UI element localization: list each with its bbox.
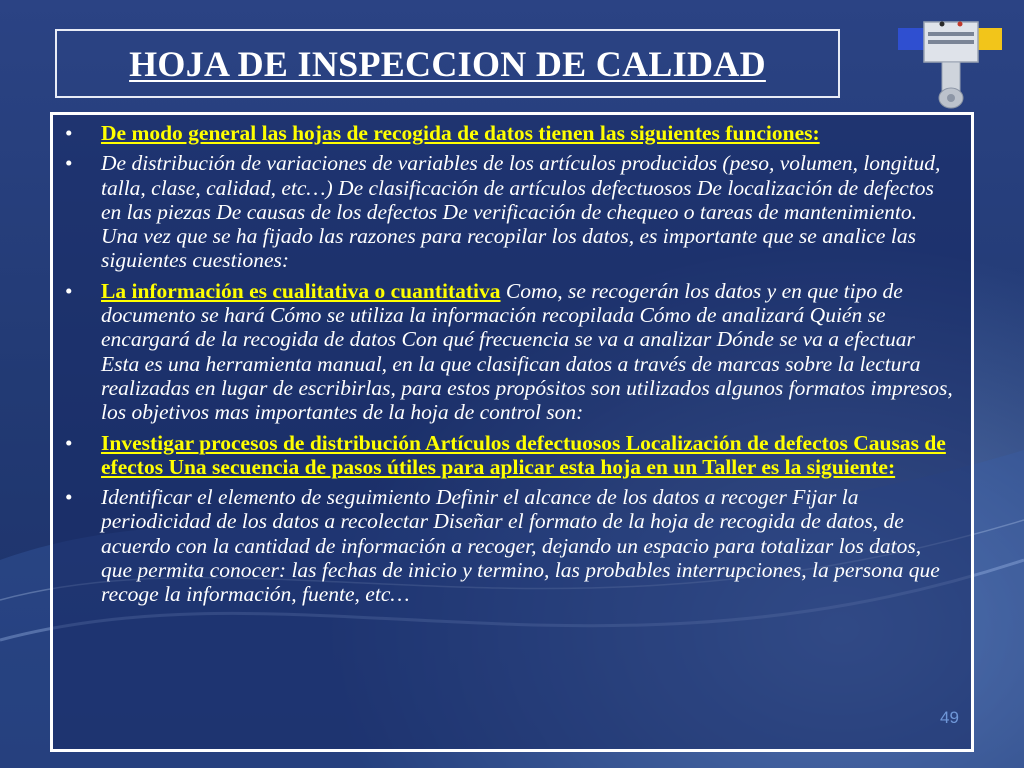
- title-box: [55, 29, 840, 98]
- page-number: 49: [940, 708, 959, 727]
- bullet-icon: •: [65, 485, 73, 510]
- item-body-text: De distribución de variaciones de variables de los artículos producidos (peso, volumen, longitud, talla, clase, calidad, etc…) De clasificación de artículos defectuosos De localización de defectos en las piezas De causas de los defectos De verificación de chequeo o tareas de mantenimiento. Una vez que se ha fijado las razones para recopilar los datos, es importante que se analice las siguientes cuestiones:: [101, 151, 941, 273]
- item-body-text: Como, se recogerán los datos y en que tipo de documento se hará Cómo se utiliza la información recopilada Cómo de analizará Quién se encargará de la recogida de datos Con qué frecuencia se va a analizar Dónde se va a efectuar Esta es una herramienta manual, en la que clasifican datos a través de marcas sobre la lectura realizadas en lugar de escribirlas, para estos propósitos son utilizados algunos formatos impresos, los objetivos mas importantes de la hoja de control son:: [101, 278, 953, 425]
- list-item: [53, 121, 971, 145]
- bullet-icon: •: [65, 151, 73, 176]
- item-body-text: Identificar el elemento de seguimiento Definir el alcance de los datos a recoger Fijar la periodicidad de los datos a recolectar Diseñar el formato de la hoja de recogida de datos, de acuerdo con la cantidad de información a recoger, dejando un espacio para totalizar los datos, que permita conocer: las fechas de inicio y termino, las probables interrupciones, la persona que recoge la información, fuente, etc…: [101, 485, 940, 607]
- content-box: [50, 112, 974, 752]
- bullet-list: [53, 121, 971, 613]
- item-lead-text: La información es cualitativa o cuantitativa: [101, 278, 501, 303]
- page-title: HOJA DE INSPECCION DE CALIDAD: [129, 43, 766, 84]
- list-item: [53, 151, 971, 272]
- list-item: [53, 431, 971, 480]
- piston-logo-icon: [898, 18, 1004, 110]
- list-item: [53, 485, 971, 606]
- bullet-icon: •: [65, 121, 73, 145]
- bullet-icon: •: [65, 278, 73, 303]
- item-lead-text: Investigar procesos de distribución Artículos defectuosos Localización de defectos Causas de efectos Una secuencia de pasos útiles para aplicar esta hoja en un Taller es la siguiente:: [101, 430, 946, 479]
- item-lead-text: De modo general las hojas de recogida de datos tienen las siguientes funciones:: [101, 121, 820, 145]
- bullet-icon: •: [65, 430, 73, 455]
- list-item: [53, 279, 971, 425]
